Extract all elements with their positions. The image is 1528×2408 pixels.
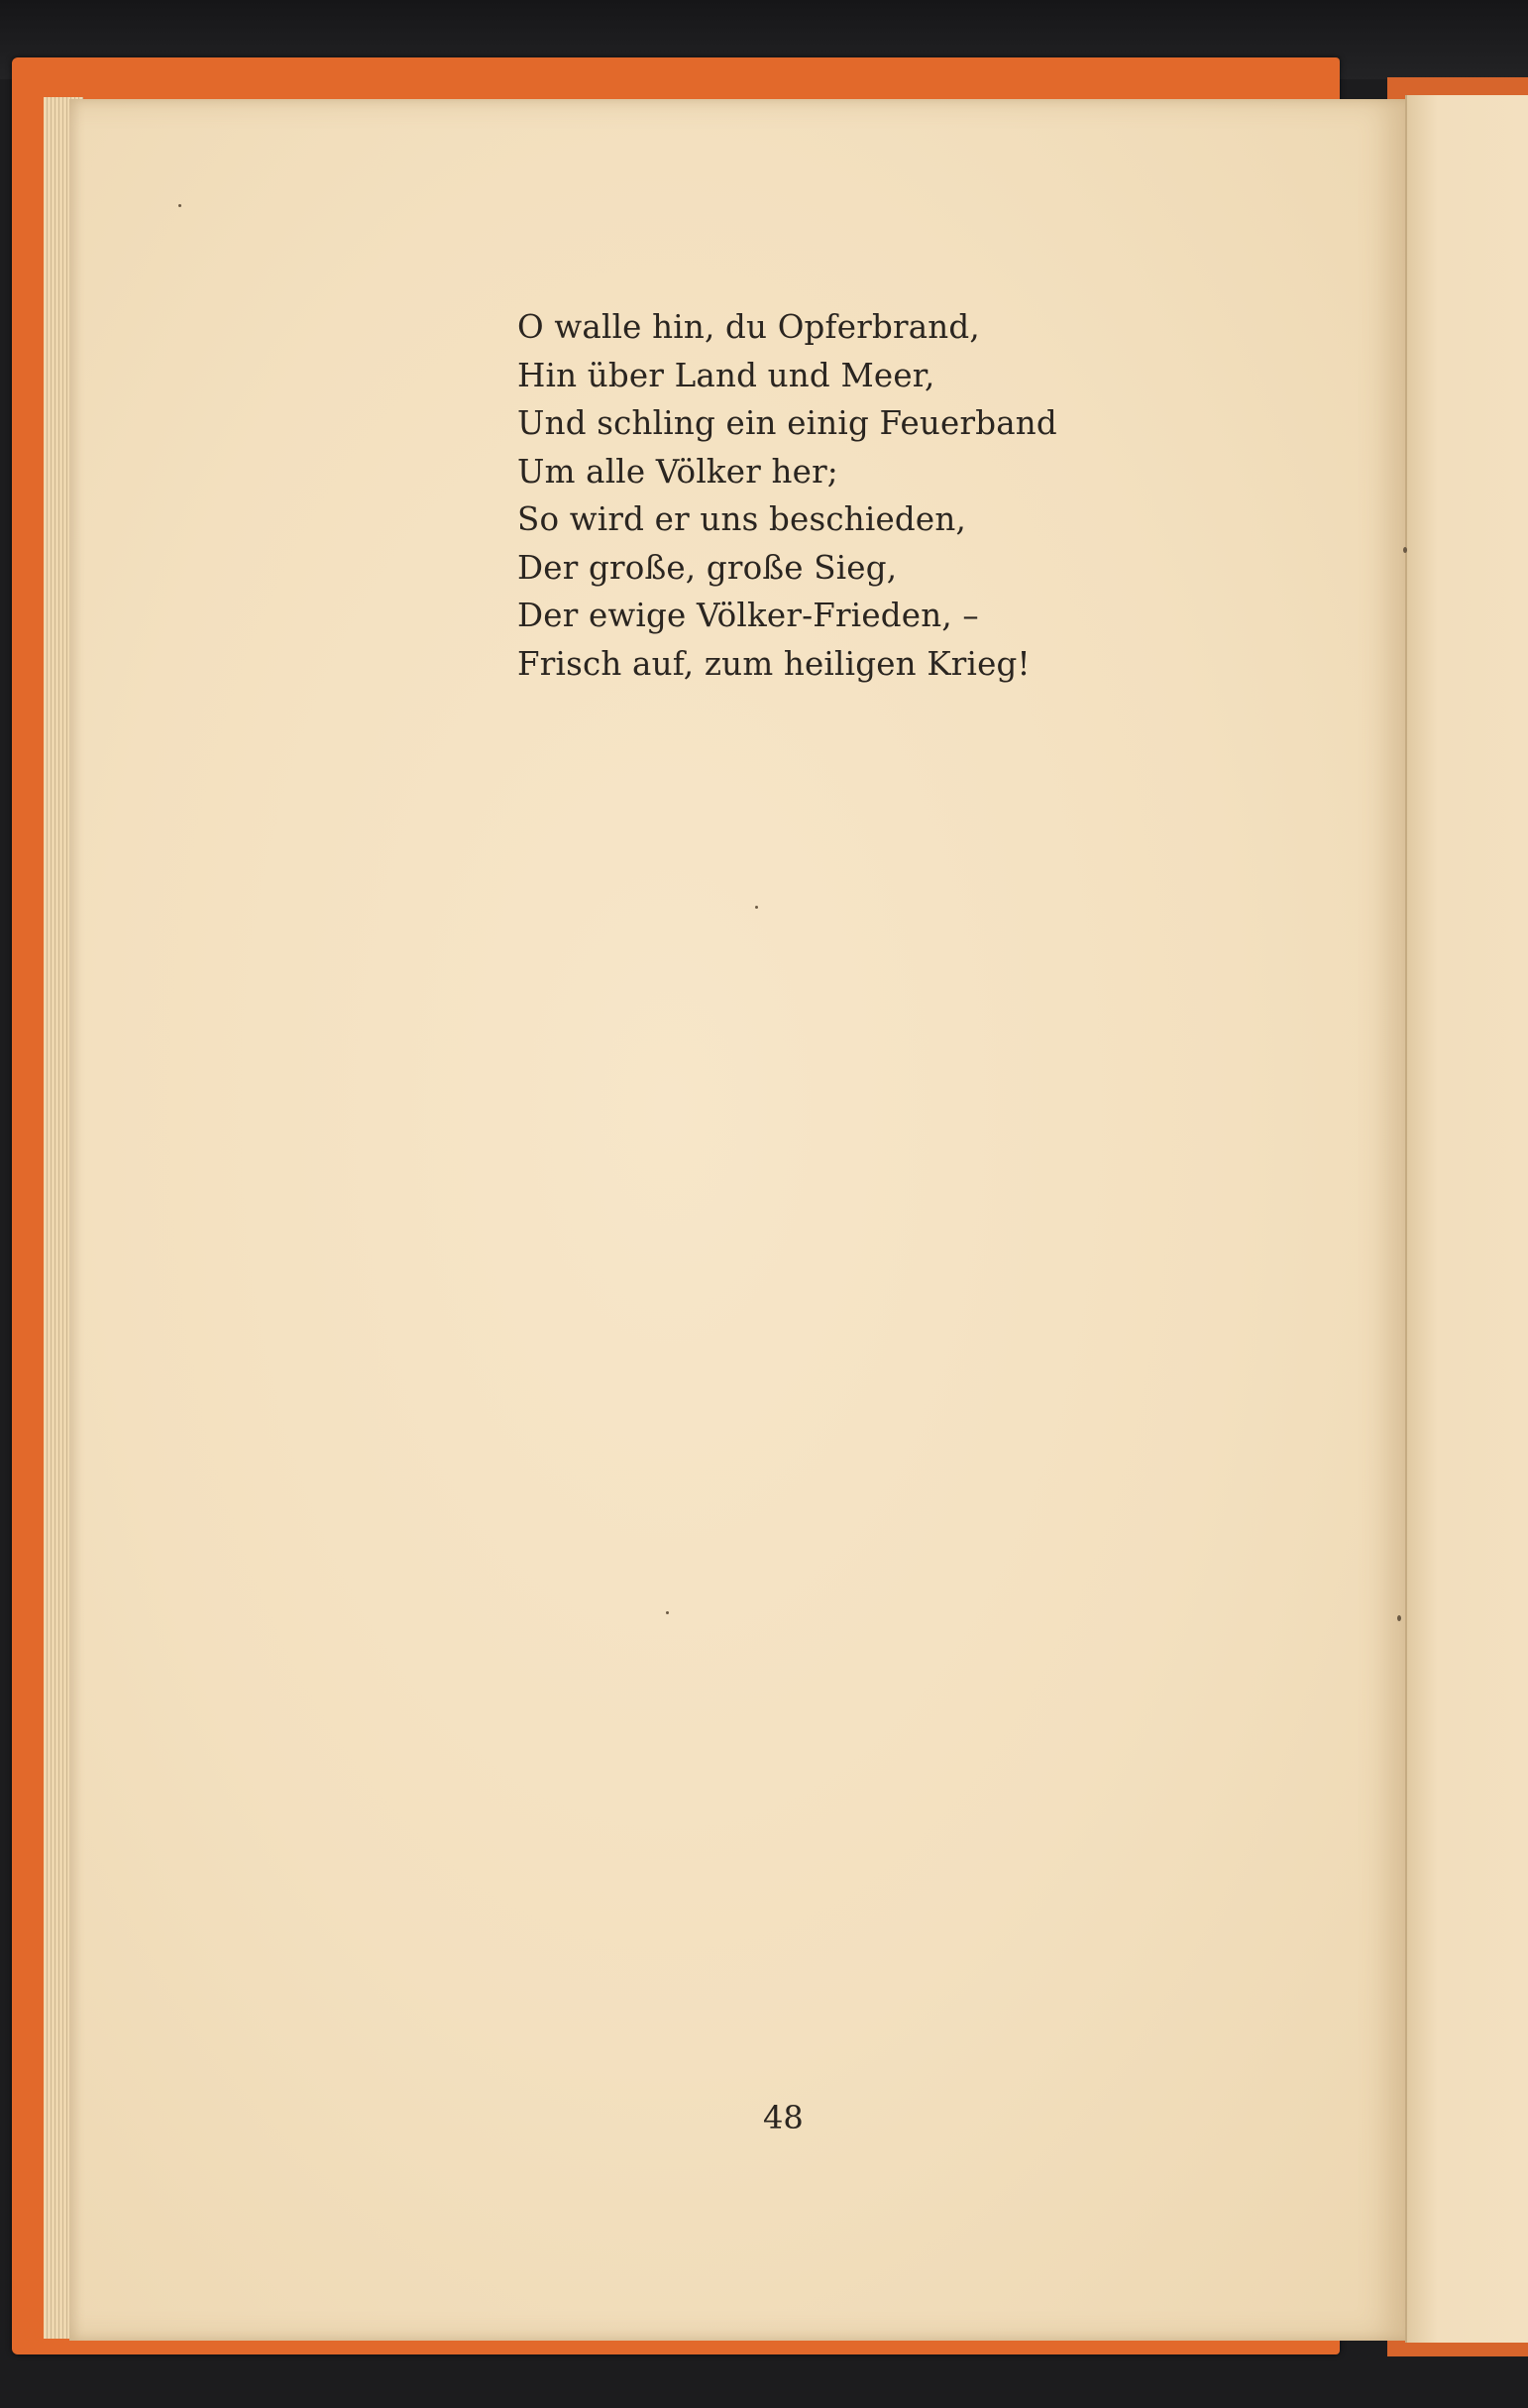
- facing-page: [1405, 95, 1528, 2343]
- poem-stanza: [517, 303, 1057, 688]
- paper-speck: [178, 204, 181, 207]
- paper-speck: [755, 906, 758, 909]
- paper-speck: [666, 1611, 669, 1614]
- poem-line: Um alle Völker her;: [517, 452, 838, 491]
- poem-line: Frisch auf, zum heiligen Krieg!: [517, 644, 1031, 683]
- poem-line: O walle hin, du Opferbrand,: [517, 308, 980, 346]
- poem-line: Und schling ein einig Feuerband: [517, 404, 1057, 442]
- page-number: 48: [763, 2099, 804, 2136]
- paper-speck: [1403, 547, 1407, 553]
- poem-line: Der große, große Sieg,: [517, 548, 898, 587]
- poem-line: So wird er uns beschieden,: [517, 500, 966, 538]
- poem-line: Der ewige Völker-Frieden, –: [517, 597, 979, 634]
- paper-speck: [1397, 1615, 1401, 1621]
- poem-line: Hin über Land und Meer,: [517, 356, 935, 394]
